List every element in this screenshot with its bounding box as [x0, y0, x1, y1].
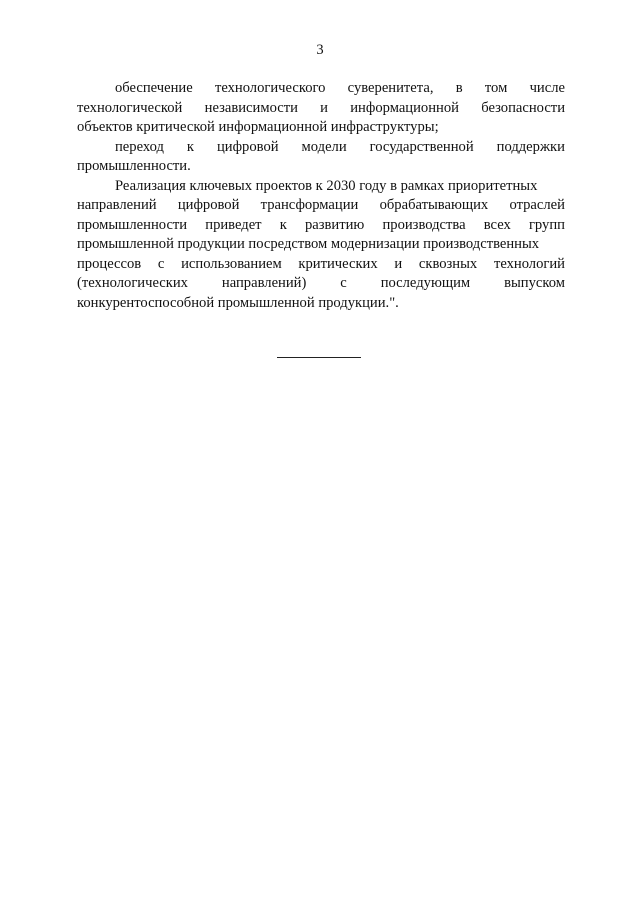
- text-run: поддержки: [496, 138, 565, 155]
- text-run: отраслей: [509, 197, 565, 213]
- text-line: [77, 138, 565, 158]
- text-run: промышленности.: [77, 158, 191, 174]
- text-line: [77, 216, 565, 236]
- text-run: объектов критической информационной инфраструктуры;: [77, 119, 439, 135]
- text-run: технологической: [77, 99, 183, 116]
- text-run: (технологических: [77, 275, 188, 291]
- text-run: конкурентоспособной промышленной продукции.".: [77, 294, 399, 311]
- text-run: направлений): [221, 275, 307, 291]
- text-run: приведет: [205, 216, 262, 233]
- text-line: [77, 157, 565, 177]
- text-run: критических: [298, 255, 378, 272]
- text-run: промышленности: [77, 216, 188, 233]
- text-run: переход: [115, 138, 164, 155]
- text-run: выпуском: [504, 275, 565, 291]
- text-run: процессов: [77, 255, 142, 272]
- text-run: безопасности: [481, 99, 565, 116]
- text-run: технологического: [214, 80, 326, 96]
- text-run: промышленной продукции посредством модернизации производственных: [77, 236, 540, 252]
- text-run: развитию: [304, 216, 365, 233]
- text-run: цифровой: [216, 138, 279, 155]
- text-run: сквозных: [418, 255, 478, 272]
- text-line: [77, 99, 565, 119]
- end-separator-line: [277, 357, 361, 358]
- text-line: [77, 177, 565, 197]
- text-run: и: [320, 99, 328, 116]
- text-run: обрабатывающих: [379, 197, 489, 213]
- text-run: использованием: [181, 255, 282, 272]
- text-run: информационной: [350, 99, 459, 116]
- text-line: [77, 79, 565, 99]
- text-line: [77, 294, 565, 314]
- text-line: [77, 196, 565, 216]
- text-run: цифровой: [177, 197, 240, 213]
- text-run: числе: [529, 80, 565, 96]
- text-line: [77, 255, 565, 275]
- paragraph: [77, 79, 565, 138]
- document-body: [77, 79, 565, 313]
- text-run: технологий: [493, 255, 565, 272]
- text-run: и: [394, 255, 403, 272]
- paragraph: [77, 138, 565, 177]
- text-run: последующим: [380, 275, 471, 291]
- text-run: с: [157, 255, 165, 272]
- text-run: к: [279, 216, 287, 233]
- text-run: трансформации: [260, 197, 359, 213]
- text-run: с: [340, 275, 347, 291]
- text-run: производства: [382, 216, 466, 233]
- text-run: суверенитета,: [347, 80, 434, 96]
- text-line: [77, 118, 565, 138]
- text-line: [77, 235, 565, 255]
- text-run: в: [455, 80, 463, 96]
- text-run: обеспечение: [115, 80, 193, 96]
- text-run: к: [186, 138, 194, 155]
- text-run: независимости: [204, 99, 298, 116]
- text-run: направлений: [77, 197, 157, 213]
- paragraph: [77, 177, 565, 314]
- text-run: государственной: [369, 138, 474, 155]
- text-run: Реализация ключевых проектов к 2030 году в рамках приоритетных: [115, 177, 538, 194]
- text-run: модели: [301, 138, 347, 155]
- text-line: [77, 274, 565, 294]
- page-number: 3: [316, 42, 324, 58]
- text-run: том: [484, 80, 508, 96]
- text-run: групп: [528, 216, 565, 233]
- text-run: всех: [483, 216, 511, 233]
